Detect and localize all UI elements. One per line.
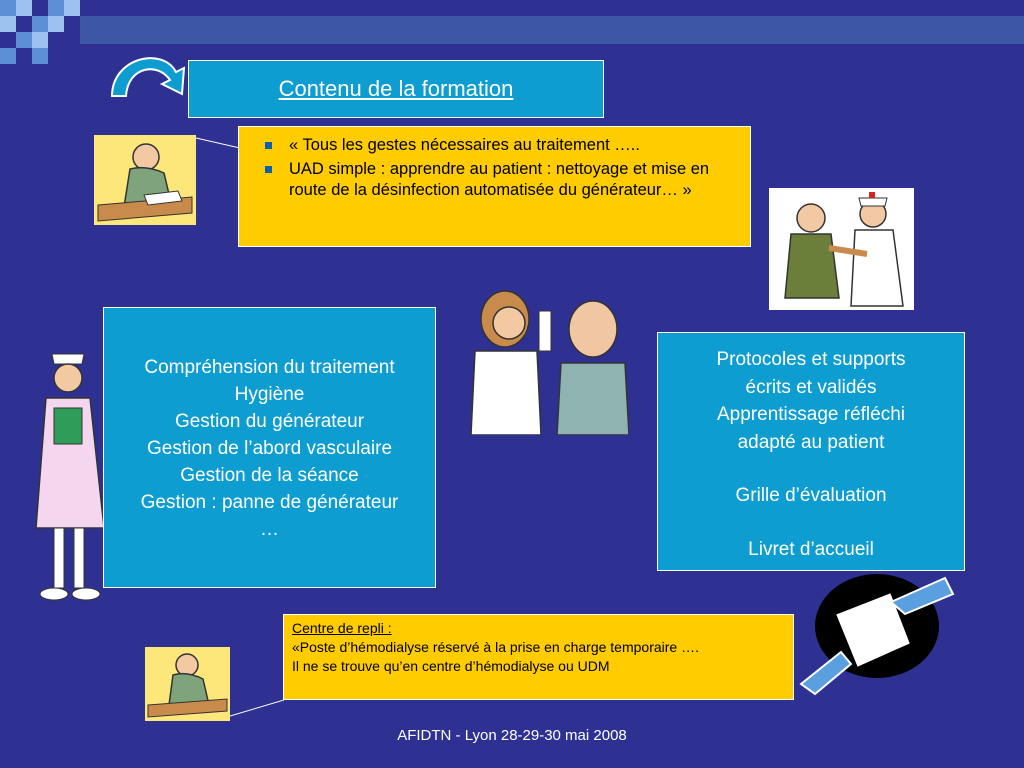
bullet-item: UAD simple : apprendre au patient : nettoyage et mise en route de la désinfection automatisée du générateur… » — [251, 159, 738, 201]
right-line: Grille d’évaluation — [735, 485, 887, 506]
right-line: Apprentissage réfléchi — [717, 404, 905, 425]
right-line: écrits et validés — [745, 376, 877, 398]
center-line: … — [260, 519, 279, 540]
header-bar — [80, 16, 1024, 44]
center-line: Compréhension du traitement — [144, 357, 395, 378]
writing-man-clipart — [94, 135, 196, 225]
repli-box — [283, 614, 794, 700]
center-line: Gestion : panne de générateur — [140, 492, 399, 513]
bullets-box — [238, 126, 751, 247]
footer-text: AFIDTN - Lyon 28-29-30 mai 2008 — [397, 727, 627, 744]
right-line: Livret d’accueil — [748, 538, 874, 560]
bullet-item: « Tous les gestes nécessaires au traitement ….. — [251, 135, 738, 156]
nurse-clipboard-clipart — [30, 348, 110, 604]
connector-line — [196, 136, 240, 150]
center-line: Gestion de la séance — [180, 465, 359, 486]
curved-arrow-icon — [106, 48, 196, 100]
title-box — [188, 60, 604, 118]
bullet-list — [251, 135, 738, 201]
center-line: Hygiène — [234, 384, 305, 405]
right-line: Protocoles et supports — [716, 349, 906, 370]
writing-man-clipart-small — [145, 647, 230, 721]
nurse-patient-clipart — [769, 188, 914, 310]
page-title: Contenu de la formation — [278, 76, 514, 101]
center-line: Gestion du générateur — [174, 411, 365, 432]
connector-line-bottom — [230, 698, 284, 718]
right-content-box — [657, 332, 965, 571]
repli-heading: Centre de repli : — [292, 620, 392, 636]
repli-line: Il ne se trouve qu’en centre d’hémodialyse ou UDM — [292, 658, 610, 674]
doctor-patient-clipart — [461, 281, 629, 435]
center-line: Gestion de l’abord vasculaire — [146, 438, 393, 459]
center-content-box — [103, 307, 436, 588]
hands-paper-clipart — [795, 572, 965, 696]
right-line: adapté au patient — [737, 431, 885, 453]
repli-line: «Poste d’hémodialyse réservé à la prise en charge temporaire …. — [292, 639, 699, 655]
